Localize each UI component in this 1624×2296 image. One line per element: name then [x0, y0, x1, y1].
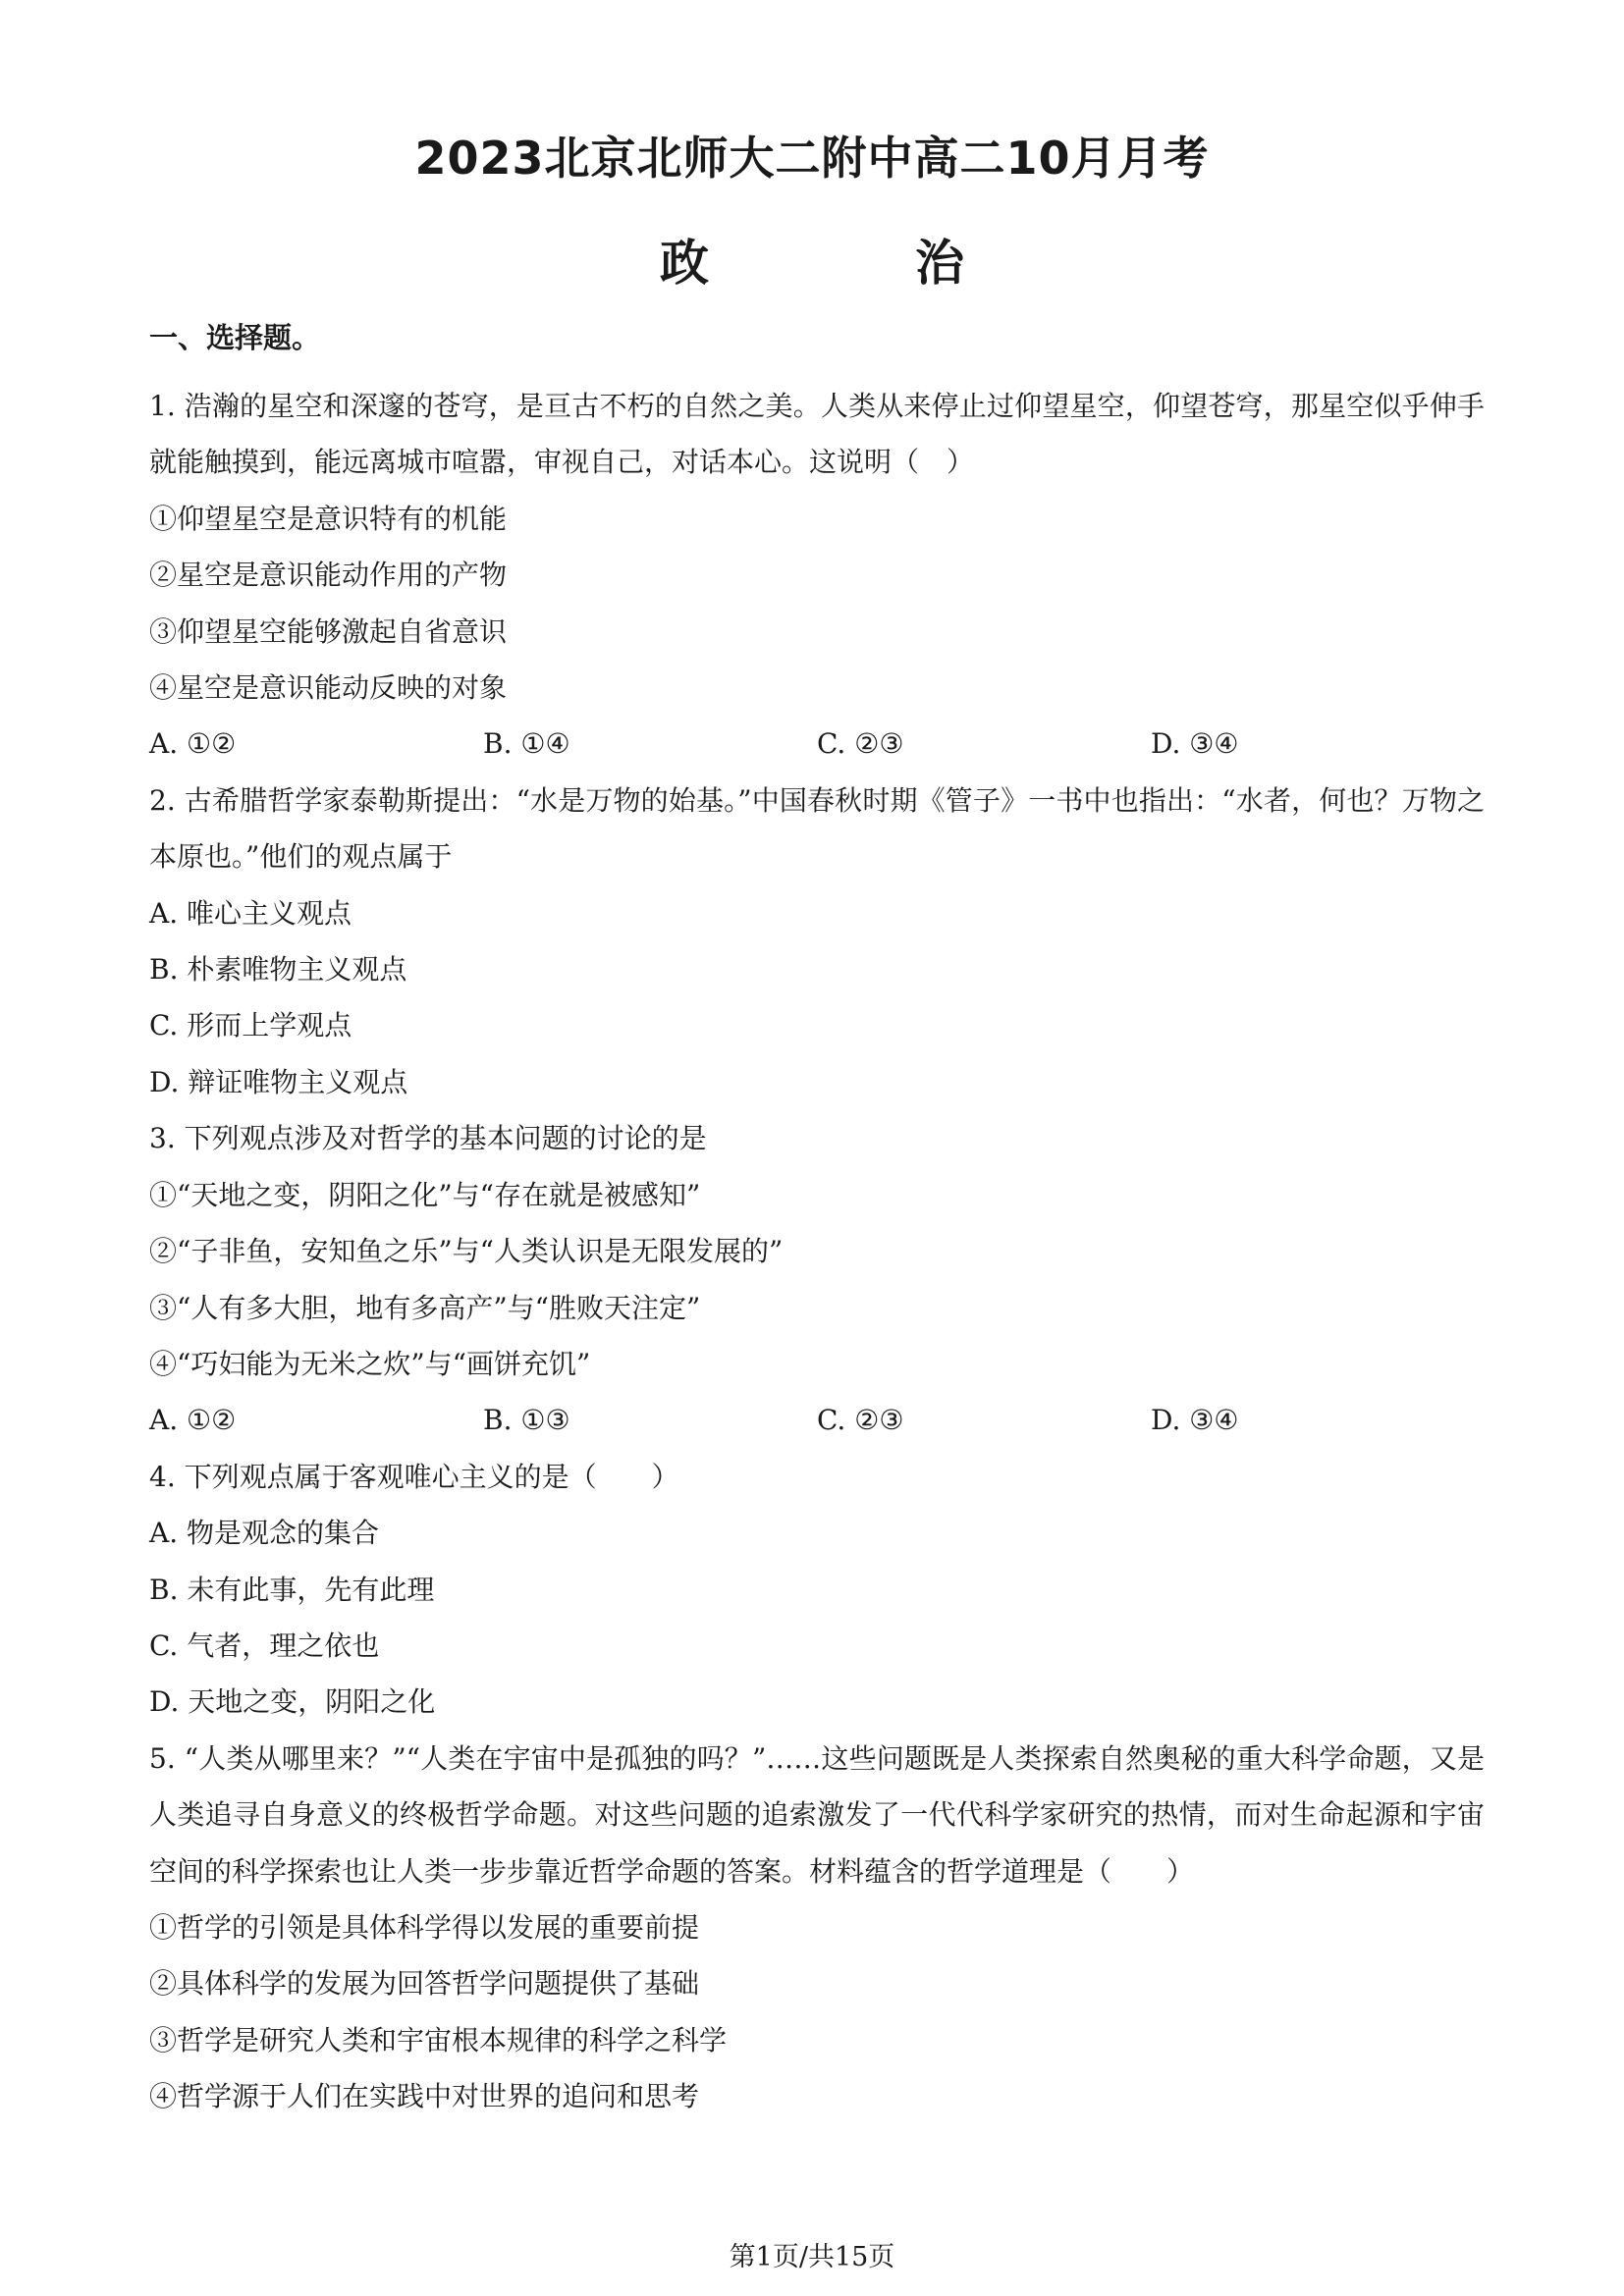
question-stem: 4. 下列观点属于客观唯心主义的是（ ）: [149, 1460, 679, 1493]
section-heading: 一、选择题。: [149, 321, 321, 354]
answer-option: B. ①④: [483, 727, 570, 761]
answer-option: C. ②③: [817, 1404, 904, 1437]
question-stem: 2. 古希腊哲学家泰勒斯提出：“水是万物的始基。”中国春秋时期《管子》一书中也指出：“水者，何也？万物之本原也。”他们的观点属于: [149, 783, 1485, 874]
statement-item: ①“天地之变，阴阳之化”与“存在就是被感知”: [149, 1178, 701, 1211]
answer-option: D. ③④: [1151, 1404, 1239, 1437]
statement-item: ③仰望星空能够激起自省意识: [149, 614, 508, 648]
answer-option: C. 形而上学观点: [149, 1009, 352, 1042]
answer-option: C. 气者，理之依也: [149, 1629, 380, 1662]
answer-option: D. 辩证唯物主义观点: [149, 1065, 408, 1098]
statement-item: ④“巧妇能为无米之炊”与“画饼充饥”: [149, 1347, 591, 1380]
answer-option: B. 朴素唯物主义观点: [149, 953, 407, 987]
statement-item: ④哲学源于人们在实践中对世界的追问和思考: [149, 2080, 700, 2113]
answer-option: A. ①②: [149, 727, 237, 761]
question-stem: 5. “人类从哪里来？”“人类在宇宙中是孤独的吗？”……这些问题既是人类探索自然奥秘的重大科学命题，又是人类追寻自身意义的终极哲学命题。对这些问题的追索激发了一代代科学家研究的热情，而对生命起源和宇宙空间的科学探索也让人类一步步靠近哲学命题的答案。材料蕴含的哲学道理是（ ）: [149, 1741, 1485, 1888]
page-number: 第1页/共15页: [729, 2242, 895, 2272]
question-4: [149, 1449, 1485, 1731]
answer-option: D. ③④: [1151, 727, 1239, 761]
statement-item: ①仰望星空是意识特有的机能: [149, 502, 508, 535]
question-stem: 1. 浩瀚的星空和深邃的苍穹，是亘古不朽的自然之美。人类从来停止过仰望星空，仰望苍穹，那星空似乎伸手就能触摸到，能远离城市喧嚣，审视自己，对话本心。这说明（ ）: [149, 390, 1485, 479]
answer-option: A. 唯心主义观点: [149, 896, 352, 930]
statement-item: ③哲学是研究人类和宇宙根本规律的科学之科学: [149, 2023, 728, 2056]
statement-item: ②具体科学的发展为回答哲学问题提供了基础: [149, 1967, 700, 2001]
answer-option: A. ①②: [149, 1404, 237, 1437]
answer-options: [149, 716, 1485, 772]
question-list: [149, 378, 1485, 2125]
answer-option: B. ①③: [483, 1404, 570, 1437]
question-stem: 3. 下列观点涉及对哲学的基本问题的讨论的是: [149, 1122, 707, 1155]
statement-item: ①哲学的引领是具体科学得以发展的重要前提: [149, 1910, 700, 1944]
statement-item: ②星空是意识能动作用的产物: [149, 559, 508, 592]
statement-item: ③“人有多大胆，地有多高产”与“胜败天注定”: [149, 1291, 701, 1324]
question-1: [149, 378, 1485, 773]
question-3: [149, 1110, 1485, 1448]
exam-title: 2023北京北师大二附中高二10月月考: [414, 132, 1210, 185]
answer-option: B. 未有此事，先有此理: [149, 1573, 435, 1606]
answer-option: A. 物是观念的集合: [149, 1517, 380, 1550]
statement-item: ②“子非鱼，安知鱼之乐”与“人类认识是无限发展的”: [149, 1235, 784, 1268]
question-5: [149, 1731, 1485, 2125]
statement-item: ④星空是意识能动反映的对象: [149, 671, 508, 705]
answer-option: C. ②③: [817, 727, 904, 761]
answer-options: [149, 1392, 1485, 1448]
question-2: [149, 773, 1485, 1110]
subject-title: 政 治: [660, 235, 1043, 292]
answer-option: D. 天地之变，阴阳之化: [149, 1685, 436, 1719]
